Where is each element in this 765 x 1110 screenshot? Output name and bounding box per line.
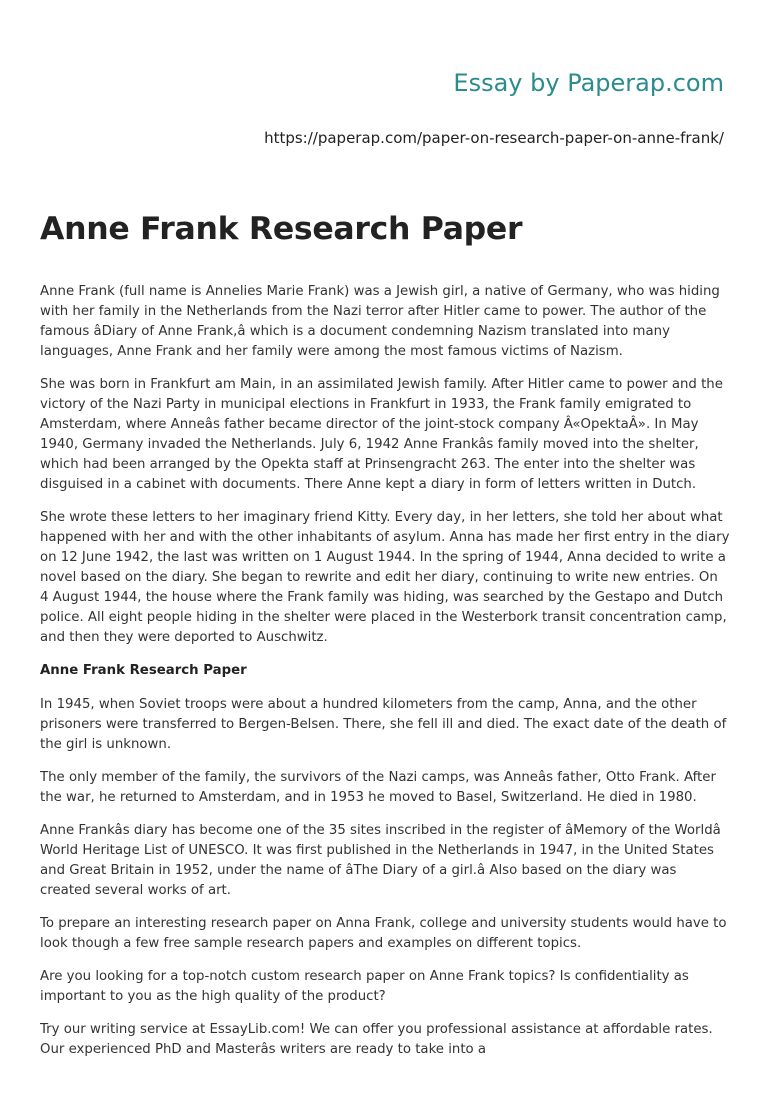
article-body	[40, 206, 730, 1073]
paragraph-8: Are you looking for a top-notch custom research paper on Anne Frank topics? Is confidentiality as important to you as the high quality of the product?	[40, 969, 689, 1004]
paragraph-5: The only member of the family, the survivors of the Nazi camps, was Anneâs father, Otto Frank. After the war, he returned to Amsterdam, and in 1953 he moved to Basel, Switzerland. He died in 1980.	[40, 770, 716, 805]
paragraph-9: Try our writing service at EssayLib.com! We can offer you professional assistance at affordable rates. Our experienced PhD and Masterâs writers are ready to take into a	[40, 1022, 713, 1057]
paragraph-4: In 1945, when Soviet troops were about a hundred kilometers from the camp, Anna, and the other prisoners were transferred to Bergen-Belsen. There, she fell ill and died. The exact date of the death of the girl is unknown.	[40, 697, 727, 752]
paragraph-3: She wrote these letters to her imaginary friend Kitty. Every day, in her letters, she told her about what happened with her and with the other inhabitants of asylum. Anna has made her first entry in the diary on 12 June 1942, the last was written on 1 August 1944. In the spring of 1944, Anna decided to write a novel based on the diary. She began to rewrite and edit her diary, continuing to write new entries. On 4 August 1944, the house where the Frank family was hiding, was searched by the Gestapo and Dutch police. All eight people hiding in the shelter were placed in the Westerbork transit concentration camp, and then they were deported to Auschwitz.	[40, 510, 730, 645]
article-subheading: Anne Frank Research Paper	[40, 663, 247, 678]
paragraph-2: She was born in Frankfurt am Main, in an assimilated Jewish family. After Hitler came to power and the victory of the Nazi Party in municipal elections in Frankfurt in 1933, the Frank family emigrated to Amsterdam, where Anneâs father became director of the joint-stock company Â«OpektaÂ». In May 1940, Germany invaded the Netherlands. July 6, 1942 Anne Frankâs family moved into the shelter, which had been arranged by the Opekta staff at Prinsengracht 263. The enter into the shelter was disguised in a cabinet with documents. There Anne kept a diary in form of letters written in Dutch.	[40, 377, 723, 492]
page-header	[0, 0, 765, 160]
source-url: https://paperap.com/paper-on-research-paper-on-anne-frank/	[264, 129, 724, 147]
article-title: Anne Frank Research Paper	[40, 211, 523, 247]
paragraph-1: Anne Frank (full name is Annelies Marie Frank) was a Jewish girl, a native of Germany, who was hiding with her family in the Netherlands from the Nazi terror after Hitler came to power. The author of the famous âDiary of Anne Frank,â which is a document condemning Nazism translated into many languages, Anne Frank and her family were among the most famous victims of Nazism.	[40, 284, 720, 359]
paragraph-7: To prepare an interesting research paper on Anna Frank, college and university students would have to look though a few free sample research papers and examples on different topics.	[40, 916, 727, 951]
site-brand-link[interactable]: Essay by Paperap.com	[453, 69, 724, 97]
paragraph-6: Anne Frankâs diary has become one of the 35 sites inscribed in the register of âMemory of the Worldâ World Heritage List of UNESCO. It was first published in the Netherlands in 1947, in the United States and Great Britain in 1952, under the name of âThe Diary of a girl.â Also based on the diary was created several works of art.	[40, 823, 721, 898]
